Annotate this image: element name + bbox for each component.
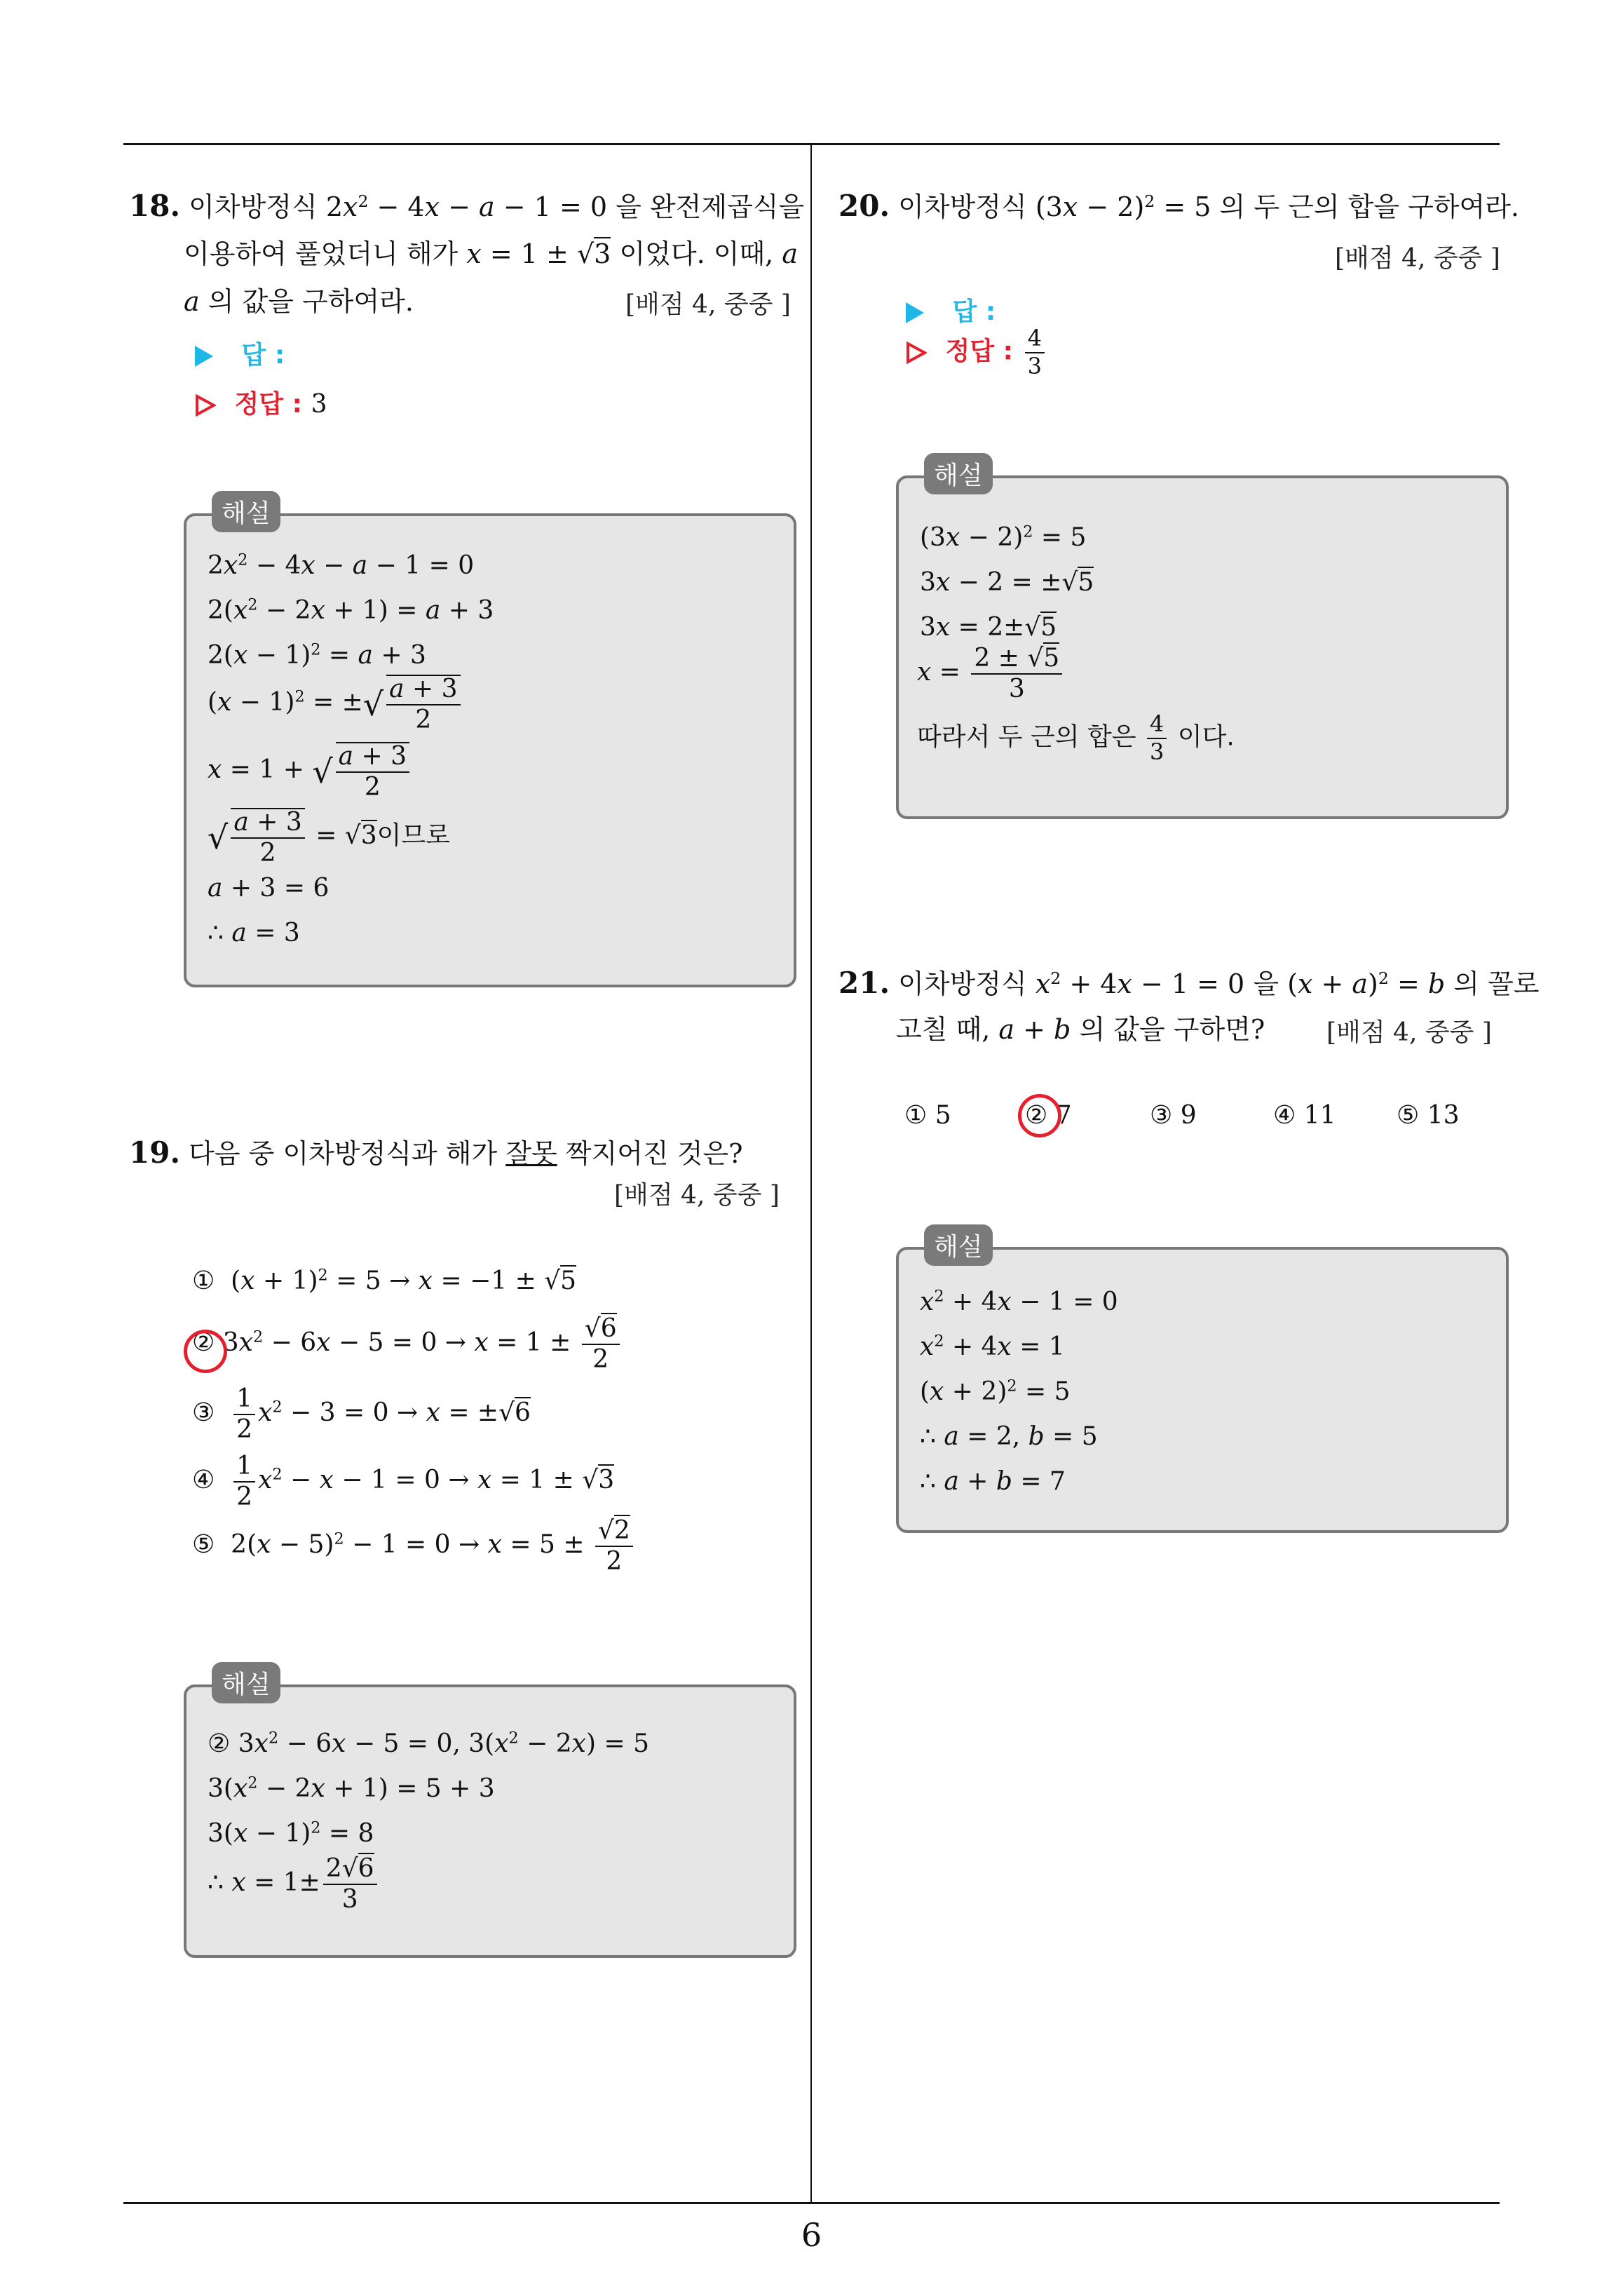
bottom-rule — [123, 2202, 1500, 2204]
q20-solution-tab: 해설 — [924, 453, 993, 494]
q18-sol-step5: x = 1 + √ $\frac{a + 3}{2}$ — [208, 742, 412, 801]
outline-play-icon — [906, 342, 927, 364]
q20-correct-value: $\frac{4}{3}$ — [1025, 327, 1045, 378]
q19-text-underlined: 잘못 — [505, 1138, 557, 1169]
q20-number: 20. — [838, 189, 890, 223]
q18-meta: [배점 4, 중중 ] — [625, 290, 791, 319]
q19-line1 — [129, 1130, 743, 1176]
q18-solution-tab: 해설 — [212, 491, 280, 532]
q18-sol-step2: $2(x^2 - 2x + 1) = a + 3$ — [208, 595, 494, 625]
q18-text: 을 완전제곱식을 — [616, 191, 805, 222]
q21-number: 21. — [838, 966, 890, 1000]
q19-choice-3[interactable]: ③ $\frac{1}{2}$ $x^2 - 3 = 0 \to x = \pm√6$ — [192, 1384, 531, 1444]
q20-solution-box — [896, 475, 1509, 819]
q18-correct-label: 정답 : — [234, 390, 303, 419]
q18-correct-value: 3 — [311, 390, 327, 419]
q21-choice-1[interactable]: ① 5 — [904, 1101, 951, 1130]
q18-sol-text: 이므로 — [376, 821, 450, 850]
play-icon — [906, 302, 924, 323]
q19-choice-2[interactable]: ② $3x^2 - 6x - 5 = 0 \to x = 1$ ± $\frac{√6}{2}$ — [192, 1316, 623, 1373]
q18-sol-step4: $(x - 1)^2$ = ±√ $\frac{a + 3}{2}$ — [208, 675, 463, 734]
q20-answer-label: 답 : — [952, 297, 996, 326]
q18-text: 이었다. 이때, — [619, 238, 774, 269]
q21-line1 — [838, 961, 1540, 1006]
q19-choice-5[interactable]: ⑤ $2(x - 5)^2 - 1 = 0 \to x = 5$ ± $\frac{√2}{2}$ — [192, 1518, 636, 1575]
q20-line1 — [838, 184, 1519, 229]
q19-sol-step4: ∴ x = 1± $\frac{2√6}{3}$ — [208, 1856, 380, 1913]
q18-correct-row — [195, 384, 327, 420]
q20-correct-row — [906, 327, 1047, 378]
q18-line2: 이용하여 풀었더니 해가 x = 1 ± √3 이었다. 이때, a — [184, 238, 798, 269]
q18-sol-step1: $2x^2 - 4x - a - 1 = 0$ — [208, 551, 475, 580]
q19-solution-box — [184, 1684, 796, 1958]
q21-sol-step3: $(x + 2)^2 = 5$ — [920, 1377, 1071, 1406]
q21-choice-4[interactable]: ④ 11 — [1273, 1101, 1336, 1130]
q19-choice-4[interactable]: ④ $\frac{1}{2}$ $x^2 - x - 1 = 0 \to x = 1 \pm √3$ — [192, 1452, 615, 1511]
q18-sol-step7: a + 3 = 6 — [208, 874, 330, 903]
q20-equation: $(3x - 2)^2 = 5$ — [1035, 191, 1211, 222]
q21-sol-step2: $x^2 + 4x = 1$ — [920, 1332, 1065, 1361]
q19-choice-1[interactable]: ① $(x + 1)^2 = 5 \to x = -1 \pm √5$ — [192, 1266, 577, 1295]
q20-sol-step2: 3x − 2 = ±√5 — [920, 568, 1094, 597]
q19-text: 짝지어진 것은? — [565, 1138, 743, 1169]
q18-answer-row[interactable] — [195, 335, 285, 371]
q20-sol-step3: 3x = 2±√5 — [920, 613, 1057, 642]
q18-line3: a 의 값을 구하여라. — [184, 286, 414, 317]
q21-sol-step5: ∴ a + b = 7 — [920, 1467, 1066, 1496]
q21-sol-step1: $x^2 + 4x - 1 = 0$ — [920, 1287, 1118, 1316]
q20-text: 이차방정식 — [898, 191, 1027, 222]
q21-text: 의 꼴로 — [1453, 968, 1540, 999]
q18-text: 이차방정식 — [189, 191, 318, 222]
q18-text: 이용하여 풀었더니 해가 — [184, 238, 459, 269]
column-divider — [810, 144, 812, 2203]
q18-number: 18. — [129, 189, 181, 223]
q20-answer-row[interactable] — [906, 292, 996, 327]
selected-choice-circle — [184, 1330, 227, 1373]
q20-meta: [배점 4, 중중 ] — [1335, 244, 1500, 273]
q21-line2 — [896, 1007, 1265, 1052]
q20-text: 의 두 근의 합을 구하여라. — [1219, 191, 1520, 222]
q19-text: 다음 중 이차방정식과 해가 — [189, 1138, 498, 1169]
q18-line1 — [129, 184, 804, 229]
q18-solution-expr: x = 1 ± √3 — [466, 238, 611, 269]
q20-sol-conclusion: 따라서 두 근의 합은 $\frac{4}{3}$ 이다. — [917, 710, 1235, 765]
q21-choice-2[interactable]: ② 7 — [1025, 1101, 1072, 1130]
outline-play-icon — [195, 394, 216, 417]
play-icon — [195, 346, 213, 367]
q19-meta: [배점 4, 중중 ] — [614, 1181, 780, 1210]
q20-sol-step4: x = $\frac{2 \pm √5}{3}$ — [917, 645, 1065, 703]
q20-sol-step1: $(3x - 2)^2 = 5$ — [920, 522, 1087, 552]
q20-correct-label: 정답 : — [945, 337, 1014, 366]
q18-text: 의 값을 구하여라. — [208, 286, 414, 317]
q19-solution-tab: 해설 — [212, 1662, 280, 1703]
q21-form: $(x + a)^2 = b$ — [1287, 968, 1446, 999]
q21-equation: $x^2 + 4x - 1 = 0$ — [1035, 968, 1245, 999]
q21-sol-step4: ∴ a = 2, b = 5 — [920, 1422, 1098, 1451]
q21-text: 을 — [1253, 968, 1279, 999]
q18-sol-step6: √ $\frac{a + 3}{2}$ = √3이므로 — [208, 808, 450, 867]
q21-text: 의 값을 구하면? — [1079, 1014, 1265, 1045]
page-number: 6 — [801, 2216, 822, 2254]
q21-choice-3[interactable]: ③ 9 — [1150, 1101, 1197, 1130]
q21-target-expr: a + b — [998, 1014, 1071, 1045]
q21-meta: [배점 4, 중중 ] — [1326, 1018, 1492, 1047]
q21-choice-5[interactable]: ⑤ 13 — [1397, 1101, 1460, 1130]
q19-sol-step2: $3(x^2 - 2x + 1) = 5 + 3$ — [208, 1774, 495, 1803]
q19-sol-step3: $3(x - 1)^2 = 8$ — [208, 1818, 374, 1848]
q21-text: 이차방정식 — [898, 968, 1027, 999]
q18-sol-step3: $2(x - 1)^2 = a + 3$ — [208, 640, 426, 670]
q18-solution-box — [184, 513, 796, 987]
q21-text: 고칠 때, — [896, 1014, 991, 1045]
q19-sol-step1: ② $3x^2 - 6x - 5 = 0$, $3(x^2 - 2x) = 5$ — [208, 1729, 649, 1758]
q21-solution-box — [896, 1247, 1509, 1533]
q18-equation: $2x^2 - 4x - a - 1 = 0$ — [325, 191, 608, 222]
q18-answer-label: 답 : — [241, 341, 285, 370]
selected-choice-circle — [1018, 1094, 1061, 1137]
q19-number: 19. — [129, 1135, 181, 1170]
q21-solution-tab: 해설 — [924, 1224, 993, 1266]
q18-sol-step8: ∴ a = 3 — [208, 919, 300, 947]
